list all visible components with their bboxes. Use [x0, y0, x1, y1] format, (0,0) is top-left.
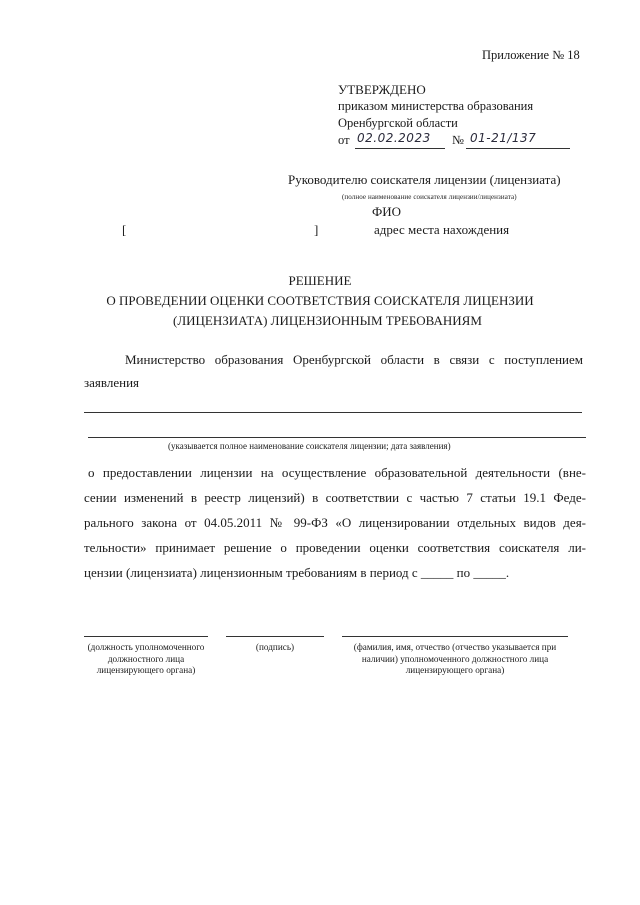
name-caption: (фамилия, имя, отчество (отчество указывается при наличии) уполномоченного должностного лица лицензирующего органа)	[353, 642, 557, 675]
approval-number: 01-21/137	[470, 131, 537, 145]
date-underline	[355, 148, 445, 149]
approval-title: УТВЕРЖДЕНО	[338, 82, 426, 97]
applicant-blank-line-2	[88, 437, 586, 438]
decision-title: РЕШЕНИЕ	[288, 273, 352, 288]
body-line-4: тельности» принимает решение о проведении оценки соответствия соискателя ли-	[84, 540, 586, 555]
position-line	[84, 636, 208, 637]
addressee-head: Руководителю соискателя лицензии (лицензиата)	[288, 172, 561, 187]
signature-line	[226, 636, 324, 637]
approval-from-prefix: от	[338, 133, 350, 147]
appendix-label: Приложение № 18	[482, 48, 580, 62]
applicant-hint: (указывается полное наименование соискателя лицензии; дата заявления)	[168, 441, 451, 451]
intro-line-1: Министерство образования Оренбургской области в связи с поступлением	[125, 352, 583, 367]
body-line-2: сении изменений в реестр лицензий) в соответствии с частью 7 статьи 19.1 Феде-	[84, 490, 586, 505]
body-line-3: рального закона от 04.05.2011 № 99-ФЗ «О лицензировании отдельных видов дея-	[84, 515, 586, 530]
addressee-address: адрес места нахождения	[374, 222, 510, 237]
approval-line-2: Оренбургской области	[338, 116, 458, 130]
approval-line-1: приказом министерства образования	[338, 99, 534, 113]
position-caption: (должность уполномоченного должностного лица лицензирующего органа)	[87, 642, 205, 675]
applicant-blank-line-1	[84, 412, 582, 413]
approval-date: 02.02.2023	[357, 131, 431, 145]
signature-caption: (подпись)	[255, 642, 295, 652]
decision-subtitle-2: (ЛИЦЕНЗИАТА) ЛИЦЕНЗИОННЫМ ТРЕБОВАНИЯМ	[173, 313, 482, 328]
addressee-fio: ФИО	[372, 204, 402, 219]
number-underline	[466, 148, 570, 149]
addressee-hint: (полное наименование соискателя лицензии/лицензиата)	[342, 193, 517, 201]
body-line-5: цензии (лицензиата) лицензионным требованиям в период с _____ по _____.	[84, 565, 510, 580]
decision-subtitle-1: О ПРОВЕДЕНИИ ОЦЕНКИ СООТВЕТСТВИЯ СОИСКАТЕЛЯ ЛИЦЕНЗИИ	[106, 293, 534, 308]
intro-line-2: заявления	[84, 375, 140, 390]
bracket-left: [	[122, 222, 127, 237]
name-line	[342, 636, 568, 637]
approval-number-prefix: №	[452, 133, 464, 147]
bracket-right: ]	[314, 222, 319, 237]
body-line-1: о предоставлении лицензии на осуществление образовательной деятельности (вне-	[88, 465, 586, 480]
